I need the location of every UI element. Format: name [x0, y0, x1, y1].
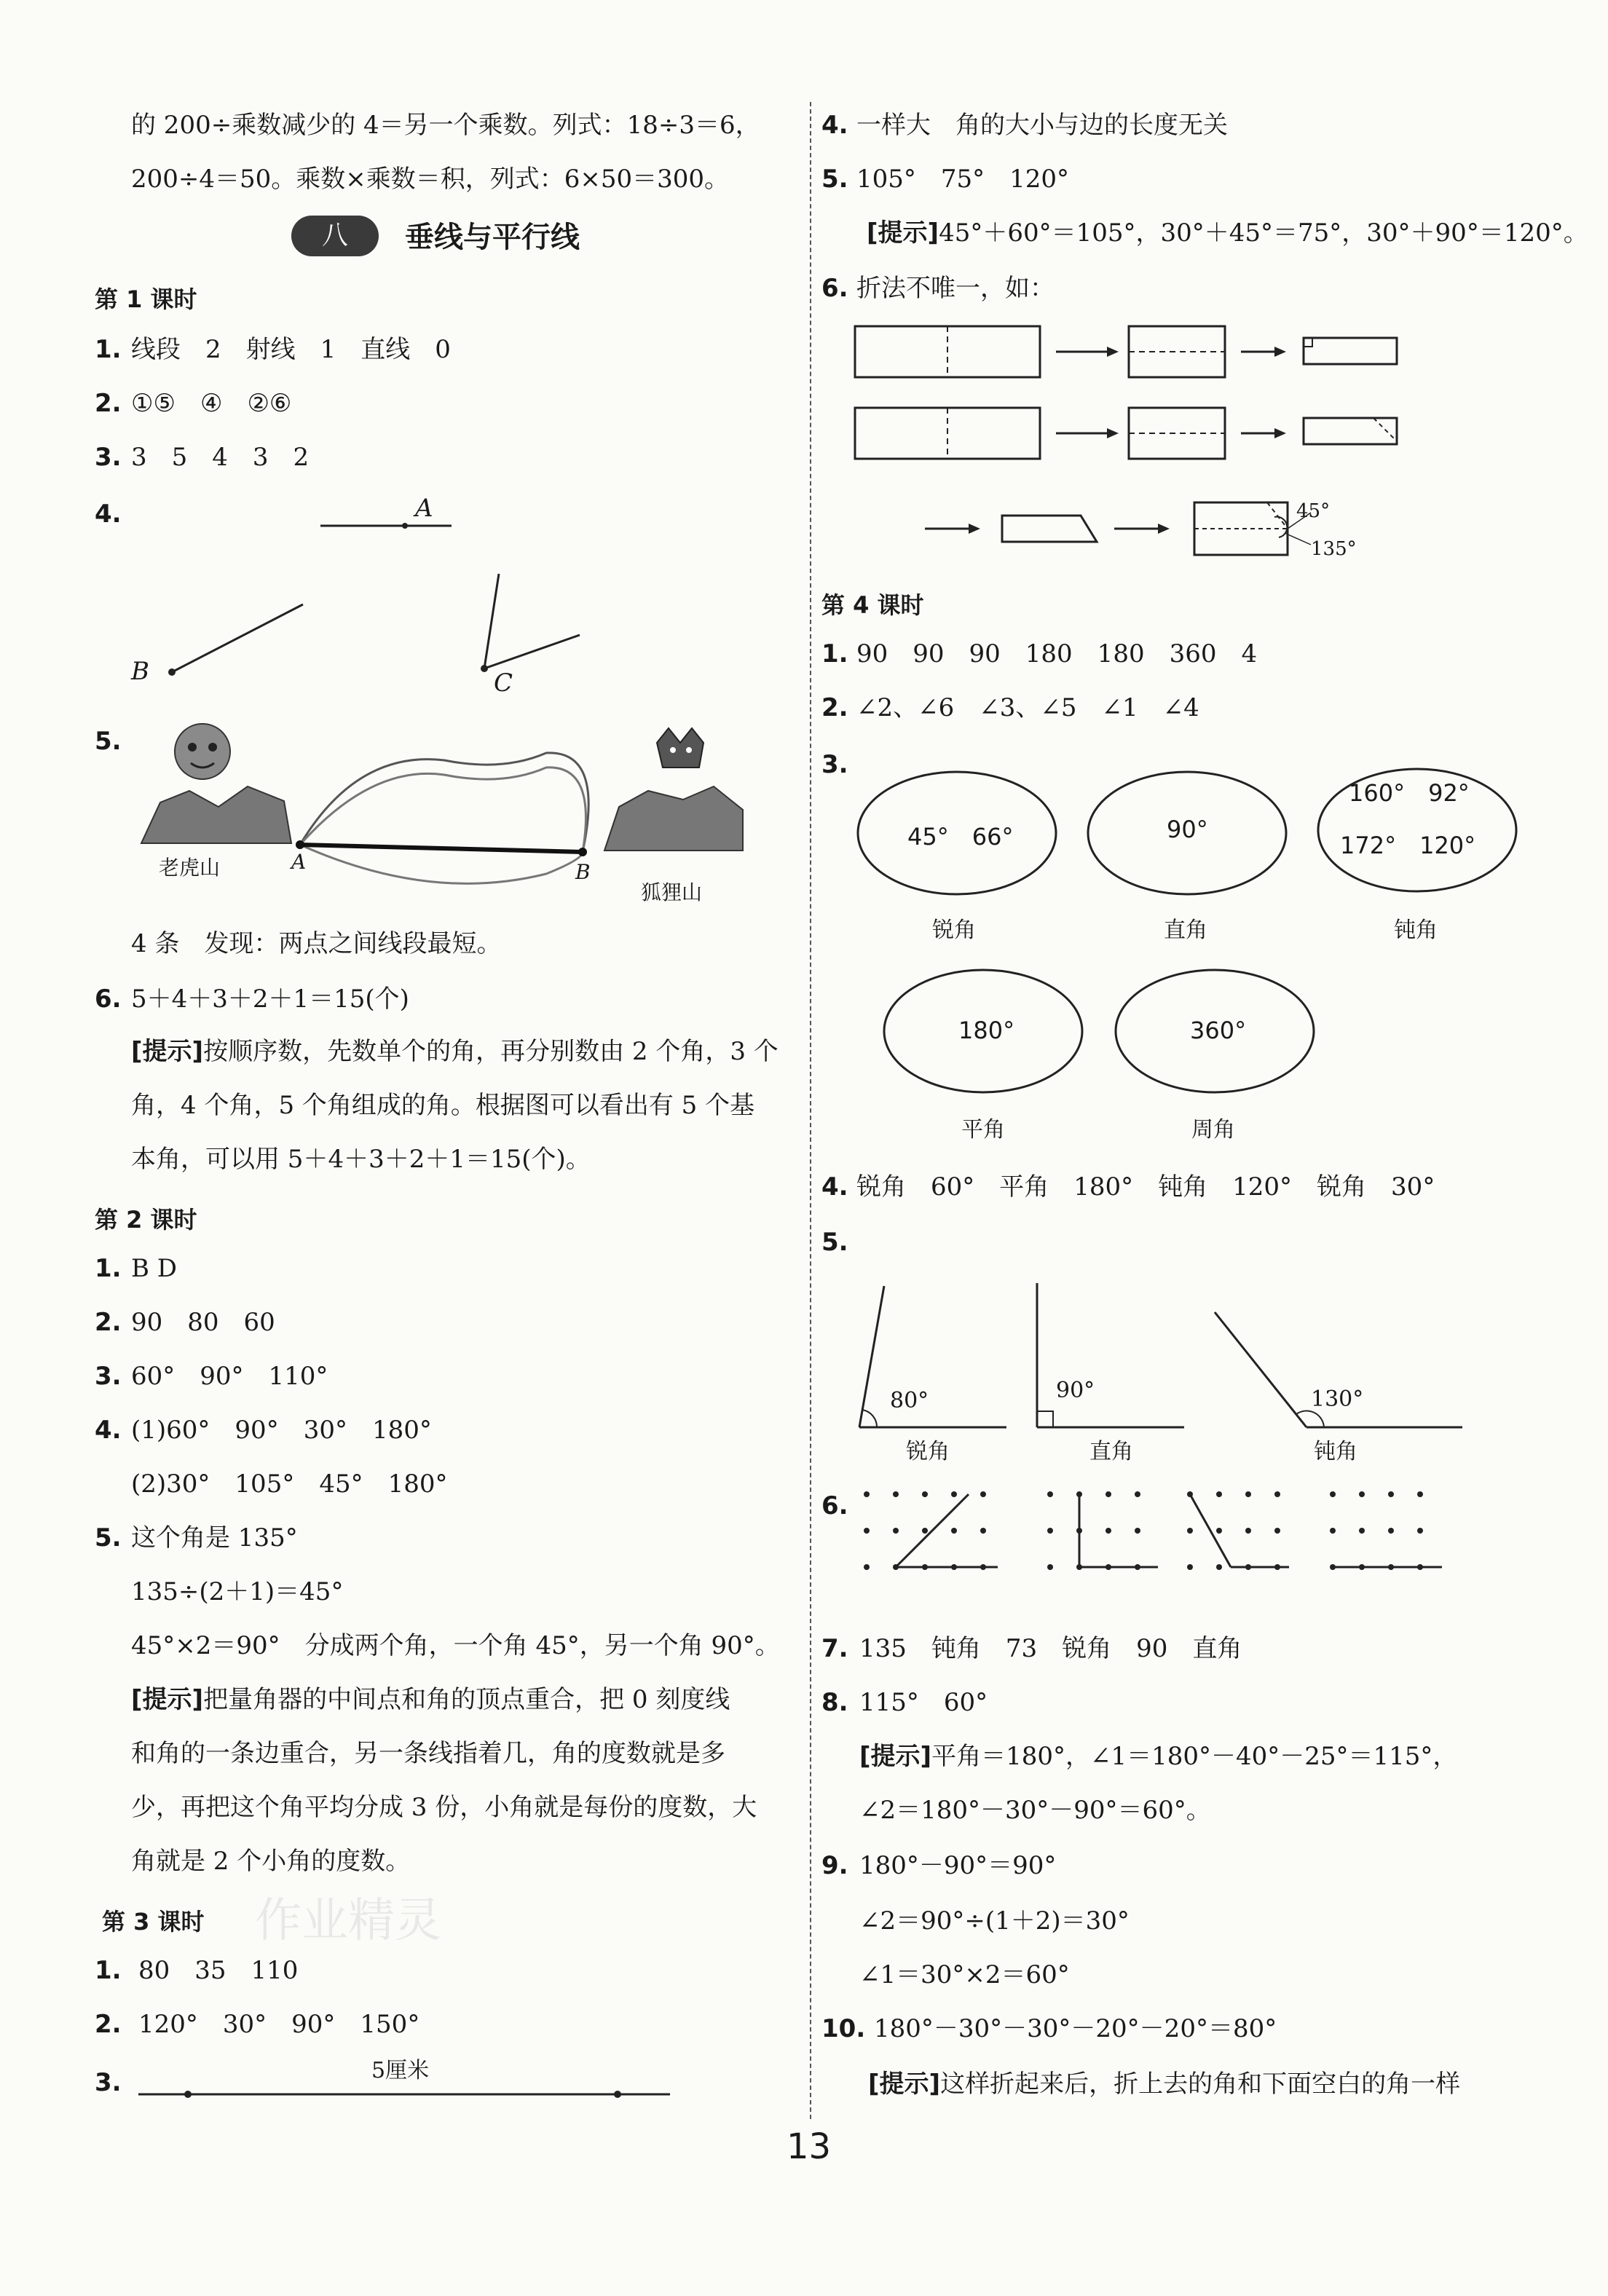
figure-ray-line — [117, 488, 626, 699]
l4-q9-num: 9. — [821, 1851, 848, 1880]
r-q6-answer: 折法不唯一，如： — [856, 274, 1055, 303]
angle-80-name: 锐角 — [906, 1439, 950, 1464]
grid-dot — [1047, 1564, 1053, 1570]
grid-dot — [1330, 1491, 1336, 1497]
l1-q6-tip-3: 本角，可以用 5＋4＋3＋2＋1＝15(个)。 — [131, 1145, 591, 1174]
oval-straight-values: 180° — [958, 1017, 1015, 1044]
grid-dot — [1187, 1491, 1193, 1497]
folding-diagram — [845, 320, 1529, 568]
grid-dot — [1187, 1528, 1193, 1534]
l1-q3-answer: 3 5 4 3 2 — [131, 443, 310, 472]
r-q5-num: 5. — [821, 165, 848, 194]
carry-over-line-1: 的 200÷乘数减少的 4＝另一个乘数。列式：18÷3＝6， — [131, 111, 760, 140]
tip-text: 这样折起来后，折上去的角和下面空白的角一样 — [940, 2070, 1461, 2099]
l3-q3-num: 3. — [95, 2068, 122, 2097]
oval-obtuse-values-1: 160° 92° — [1349, 779, 1470, 807]
l2-tip-1 — [131, 1684, 730, 1716]
section-title: 垂线与平行线 — [405, 221, 580, 254]
l4-q4-num: 4. — [821, 1172, 848, 1202]
grid-dot — [1076, 1491, 1082, 1497]
l4-q8-tip-1 — [859, 1740, 1457, 1772]
grid-dot — [1047, 1528, 1053, 1534]
grid-dot — [922, 1491, 928, 1497]
label-point-b: B — [575, 860, 591, 884]
l4-q3-num: 3. — [821, 750, 848, 779]
l1-q2-num: 2. — [95, 389, 122, 418]
l2-tip-4: 角就是 2 个小角的度数。 — [131, 1847, 411, 1876]
oval-obtuse-values-2: 172° 120° — [1340, 832, 1476, 859]
grid-dot — [1388, 1528, 1394, 1534]
dot-grid-figure — [852, 1478, 1464, 1595]
grid-dot — [1359, 1564, 1365, 1570]
l4-q9-line-3: ∠1＝30°×2＝60° — [859, 1960, 1070, 1989]
l4-q7-answer: 135 钝角 73 锐角 90 直角 — [859, 1634, 1242, 1663]
r-q4-answer: 一样大 角的大小与边的长度无关 — [856, 111, 1228, 140]
l4-q1-num: 1. — [821, 639, 848, 668]
fold-label-135: 135° — [1311, 538, 1357, 560]
l2-q4-num: 4. — [95, 1416, 122, 1445]
r-q6-num: 6. — [821, 274, 848, 303]
l4-q7-num: 7. — [821, 1634, 848, 1663]
oval-obtuse-name: 钝角 — [1394, 918, 1438, 943]
l4-q5-num: 5. — [821, 1228, 848, 1257]
grid-dot — [1359, 1491, 1365, 1497]
l2-q5-line-1: 这个角是 135° — [131, 1523, 298, 1553]
angle-80-label: 80° — [890, 1388, 929, 1413]
lesson-3-heading: 第 3 课时 — [102, 1908, 205, 1936]
l1-q3-num: 3. — [95, 443, 122, 472]
angle-130-name: 钝角 — [1314, 1439, 1357, 1464]
grid-dot — [980, 1528, 986, 1534]
grid-dot — [980, 1491, 986, 1497]
label-tiger-mountain: 老虎山 — [159, 856, 221, 880]
r-q4-num: 4. — [821, 111, 848, 140]
oval-right-values: 90° — [1167, 816, 1208, 843]
l4-q1-answer: 90 90 90 180 180 360 4 — [856, 639, 1258, 668]
l1-q5-num: 5. — [95, 727, 122, 756]
grid-dot — [1417, 1528, 1423, 1534]
grid-dot — [1330, 1528, 1336, 1534]
mountains-figure — [138, 721, 757, 896]
l4-q9-line-1: 180°－90°＝90° — [859, 1851, 1057, 1880]
l2-q5-line-2: 135÷(2＋1)＝45° — [131, 1577, 344, 1606]
tip-text: 45°＋60°＝105°，30°＋45°＝75°，30°＋90°＝120°。 — [939, 218, 1588, 248]
l4-q8-tip-2: ∠2＝180°－30°－90°＝60°。 — [859, 1796, 1211, 1825]
angle-130-label: 130° — [1311, 1386, 1364, 1412]
grid-dot — [1047, 1491, 1053, 1497]
grid-dot — [1274, 1564, 1280, 1570]
lesson-4-heading: 第 4 课时 — [821, 591, 924, 619]
l4-q6-num: 6. — [821, 1491, 848, 1520]
tip-text: 按顺序数，先数单个的角，再分别数由 2 个角，3 个 — [203, 1037, 779, 1066]
grid-dot — [1388, 1564, 1394, 1570]
angle-90-label: 90° — [1056, 1378, 1095, 1403]
oval-acute-name: 锐角 — [932, 918, 976, 943]
tip-tag: [提示] — [867, 218, 939, 248]
l2-tip-2: 和角的一条边重合，另一条线指着几，角的度数就是多 — [131, 1739, 725, 1768]
grid-dot — [1274, 1528, 1280, 1534]
grid-dot — [1216, 1528, 1222, 1534]
l2-q3-answer: 60° 90° 110° — [131, 1362, 328, 1391]
grid-dot — [893, 1564, 899, 1570]
l4-q10-tip — [868, 2068, 1460, 2100]
grid-dot — [893, 1528, 899, 1534]
column-divider — [810, 102, 811, 2119]
page-number: 13 — [787, 2126, 832, 2167]
l2-q3-num: 3. — [95, 1362, 122, 1391]
drawn-angles — [845, 1274, 1544, 1435]
tiger-icon — [175, 724, 230, 779]
grid-dot — [864, 1564, 870, 1570]
grid-dot — [951, 1491, 957, 1497]
r-q5-answer: 105° 75° 120° — [856, 165, 1070, 194]
l4-q10-answer: 180°－30°－30°－20°－20°＝80° — [874, 2014, 1277, 2043]
l2-q4b-answer: (2)30° 105° 45° 180° — [131, 1469, 448, 1499]
grid-dot — [864, 1491, 870, 1497]
segment-5cm — [138, 2087, 677, 2102]
tip-tag: [提示] — [859, 1742, 932, 1771]
l2-q1-answer: B D — [131, 1254, 178, 1283]
l1-q6-num: 6. — [95, 985, 122, 1014]
grid-dot — [951, 1564, 957, 1570]
grid-dot — [1245, 1528, 1251, 1534]
grid-dot — [893, 1491, 899, 1497]
grid-dot — [1245, 1564, 1251, 1570]
tip-tag: [提示] — [131, 1685, 204, 1714]
grid-dot — [1330, 1564, 1336, 1570]
fig4-label-b: B — [131, 657, 149, 686]
l4-q2-answer: ∠2、∠6 ∠3、∠5 ∠1 ∠4 — [856, 693, 1199, 722]
watermark: 作业精灵 — [255, 1894, 441, 1948]
label-point-a: A — [291, 850, 307, 874]
l4-q10-num: 10. — [821, 2014, 866, 2043]
grid-dot — [1106, 1528, 1111, 1534]
lesson-2-heading: 第 2 课时 — [95, 1206, 197, 1234]
l1-q1-num: 1. — [95, 335, 122, 364]
oval-full-name: 周角 — [1191, 1117, 1235, 1143]
l2-q1-num: 1. — [95, 1254, 122, 1283]
label-fox-mountain: 狐狸山 — [641, 880, 703, 904]
grid-dot — [922, 1528, 928, 1534]
grid-dot — [1076, 1564, 1082, 1570]
angle-90-name: 直角 — [1089, 1439, 1133, 1464]
l1-q6-tip-1 — [131, 1035, 779, 1068]
tip-text: 把量角器的中间点和角的顶点重合，把 0 刻度线 — [203, 1685, 730, 1714]
l2-q5-num: 5. — [95, 1523, 122, 1553]
fox-icon — [657, 728, 704, 768]
grid-dot — [1187, 1564, 1193, 1570]
fig4-label-c: C — [494, 668, 513, 698]
l2-tip-3: 少，再把这个角平均分成 3 份，小角就是每份的度数，大 — [131, 1793, 757, 1822]
oval-right-name: 直角 — [1164, 918, 1207, 943]
l1-q6-answer: 5＋4＋3＋2＋1＝15(个) — [131, 985, 409, 1014]
grid-dot — [1216, 1564, 1222, 1570]
l4-q9-line-2: ∠2＝90°÷(1＋2)＝30° — [859, 1906, 1130, 1936]
grid-dot — [1135, 1564, 1140, 1570]
l1-q2-answer: ①⑤ ④ ②⑥ — [131, 389, 292, 418]
grid-dot — [1417, 1564, 1423, 1570]
section-badge: 八 — [291, 216, 379, 256]
l2-q4a-answer: (1)60° 90° 30° 180° — [131, 1416, 432, 1445]
oval-full-values: 360° — [1190, 1017, 1247, 1044]
l4-q8-answer: 115° 60° — [859, 1688, 988, 1717]
grid-dot — [1274, 1491, 1280, 1497]
l2-q5-line-3: 45°×2＝90° 分成两个角，一个角 45°，另一个角 90°。 — [131, 1631, 780, 1660]
l1-q4-num: 4. — [95, 500, 122, 529]
grid-dot — [1359, 1528, 1365, 1534]
oval-acute-values: 45° 66° — [907, 823, 1014, 851]
l3-q2-num: 2. — [95, 2010, 122, 2039]
grid-dot — [1106, 1564, 1111, 1570]
l1-q1-answer: 线段 2 射线 1 直线 0 — [131, 335, 451, 364]
l3-q1-num: 1. — [95, 1956, 122, 1985]
grid-dot — [951, 1528, 957, 1534]
l1-q6-tip-2: 角，4 个角，5 个角组成的角。根据图可以看出有 5 个基 — [131, 1091, 755, 1120]
grid-dot — [980, 1564, 986, 1570]
l4-q8-num: 8. — [821, 1688, 848, 1717]
l3-q1-answer: 80 35 110 — [138, 1956, 299, 1985]
carry-over-line-2: 200÷4＝50。乘数×乘数＝积，列式：6×50＝300。 — [131, 165, 730, 194]
grid-dot — [1076, 1528, 1082, 1534]
lesson-1-heading: 第 1 课时 — [95, 285, 197, 313]
grid-dot — [1388, 1491, 1394, 1497]
grid-dot — [1417, 1491, 1423, 1497]
grid-dot — [1216, 1491, 1222, 1497]
l4-q4-answer: 锐角 60° 平角 180° 钝角 120° 锐角 30° — [856, 1172, 1435, 1202]
l1-q5-answer: 4 条 发现：两点之间线段最短。 — [131, 929, 502, 958]
tip-tag: [提示] — [131, 1037, 204, 1066]
grid-dot — [1106, 1491, 1111, 1497]
grid-dot — [922, 1564, 928, 1570]
fold-label-45: 45° — [1296, 500, 1331, 522]
l4-q2-num: 2. — [821, 693, 848, 722]
l2-q2-num: 2. — [95, 1308, 122, 1337]
grid-dot — [1135, 1528, 1140, 1534]
l3-q3-length-label: 5厘米 — [371, 2058, 430, 2083]
oval-straight-name: 平角 — [961, 1117, 1005, 1143]
grid-dot — [864, 1528, 870, 1534]
grid-dot — [1135, 1491, 1140, 1497]
l3-q2-answer: 120° 30° 90° 150° — [138, 2010, 420, 2039]
grid-dot — [1245, 1491, 1251, 1497]
r-q5-tip — [867, 217, 1588, 249]
l2-q2-answer: 90 80 60 — [131, 1308, 275, 1337]
fig4-label-a: A — [415, 494, 433, 523]
tip-tag: [提示] — [868, 2070, 941, 2099]
tip-text: 平角＝180°，∠1＝180°－40°－25°＝115°， — [931, 1742, 1458, 1771]
